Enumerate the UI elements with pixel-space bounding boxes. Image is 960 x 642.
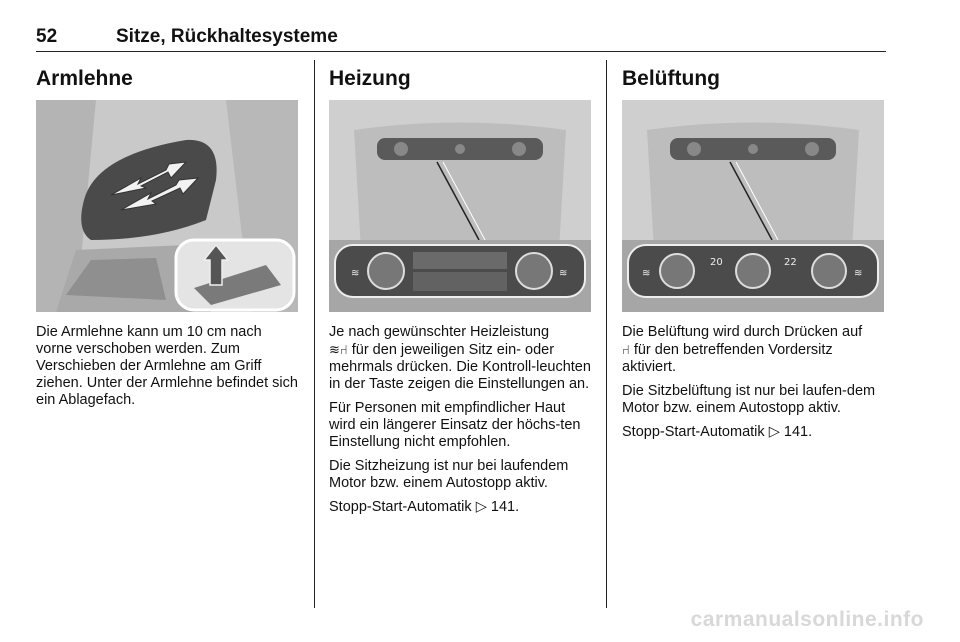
paragraph: [622, 324, 884, 376]
paragraph: Für Personen mit empfindlicher Haut wird ein längerer Einsatz der höchs-ten Einstellung nicht empfohlen.: [329, 400, 581, 450]
paragraph-text: für den jeweiligen Sitz ein- oder mehrmals drücken. Die Kontroll-leuchten in der Taste zeigen die Einstellungen an.: [329, 342, 591, 392]
heating-controls-figure: [329, 100, 591, 312]
column-divider: [606, 60, 607, 608]
svg-text:≋: ≋: [854, 268, 863, 279]
page-header: [36, 26, 338, 48]
section-armlehne: [36, 60, 298, 416]
reference-text: Stopp-Start-Automatik: [329, 499, 472, 515]
section-title: Heizung: [329, 67, 411, 90]
page-ref-arrow-icon: ▷: [768, 424, 780, 440]
watermark: carmanualsonline.info: [690, 608, 924, 631]
page-number: 52: [36, 26, 58, 47]
seat-vent-icon: ⑁: [622, 342, 630, 357]
paragraph: Die Sitzheizung ist nur bei laufendem Motor bzw. einem Autostopp aktiv.: [329, 458, 569, 491]
paragraph-text: Je nach gewünschter Heizleistung: [329, 324, 550, 340]
reference-page[interactable]: 141.: [490, 499, 520, 515]
section-title: Belüftung: [622, 67, 720, 90]
section-belueftung: [622, 60, 884, 448]
svg-text:≋: ≋: [559, 268, 568, 279]
reference-page[interactable]: 141.: [783, 424, 813, 440]
paragraph-text: Die Belüftung wird durch Drücken auf: [622, 324, 863, 340]
svg-text:≋: ≋: [351, 268, 360, 279]
paragraph: Die Armlehne kann um 10 cm nach vorne verschoben werden. Zum Verschieben der Armlehne am Griff ziehen. Unter der Armlehne befindet sich ein Ablagefach.: [36, 324, 298, 408]
cross-reference: [329, 499, 591, 516]
paragraph: [329, 324, 591, 393]
section-heizung: [329, 60, 591, 523]
paragraph-text: für den betreffenden Vordersitz aktiviert.: [622, 342, 833, 375]
armrest-figure: [36, 100, 298, 312]
ventilation-controls-figure: [622, 100, 884, 312]
temp-left-label: 20: [710, 257, 723, 268]
cross-reference: [622, 424, 884, 441]
seat-heat-icon: ≋⑁: [329, 342, 348, 357]
section-title: Armlehne: [36, 67, 133, 90]
column-divider: [314, 60, 315, 608]
page-ref-arrow-icon: ▷: [475, 499, 487, 515]
header-rule: [36, 51, 886, 52]
svg-text:≋: ≋: [642, 268, 651, 279]
chapter-title: Sitze, Rückhaltesysteme: [116, 26, 338, 47]
temp-right-label: 22: [784, 257, 797, 268]
reference-text: Stopp-Start-Automatik: [622, 424, 765, 440]
paragraph: Die Sitzbelüftung ist nur bei laufen-dem Motor bzw. einem Autostopp aktiv.: [622, 383, 876, 416]
